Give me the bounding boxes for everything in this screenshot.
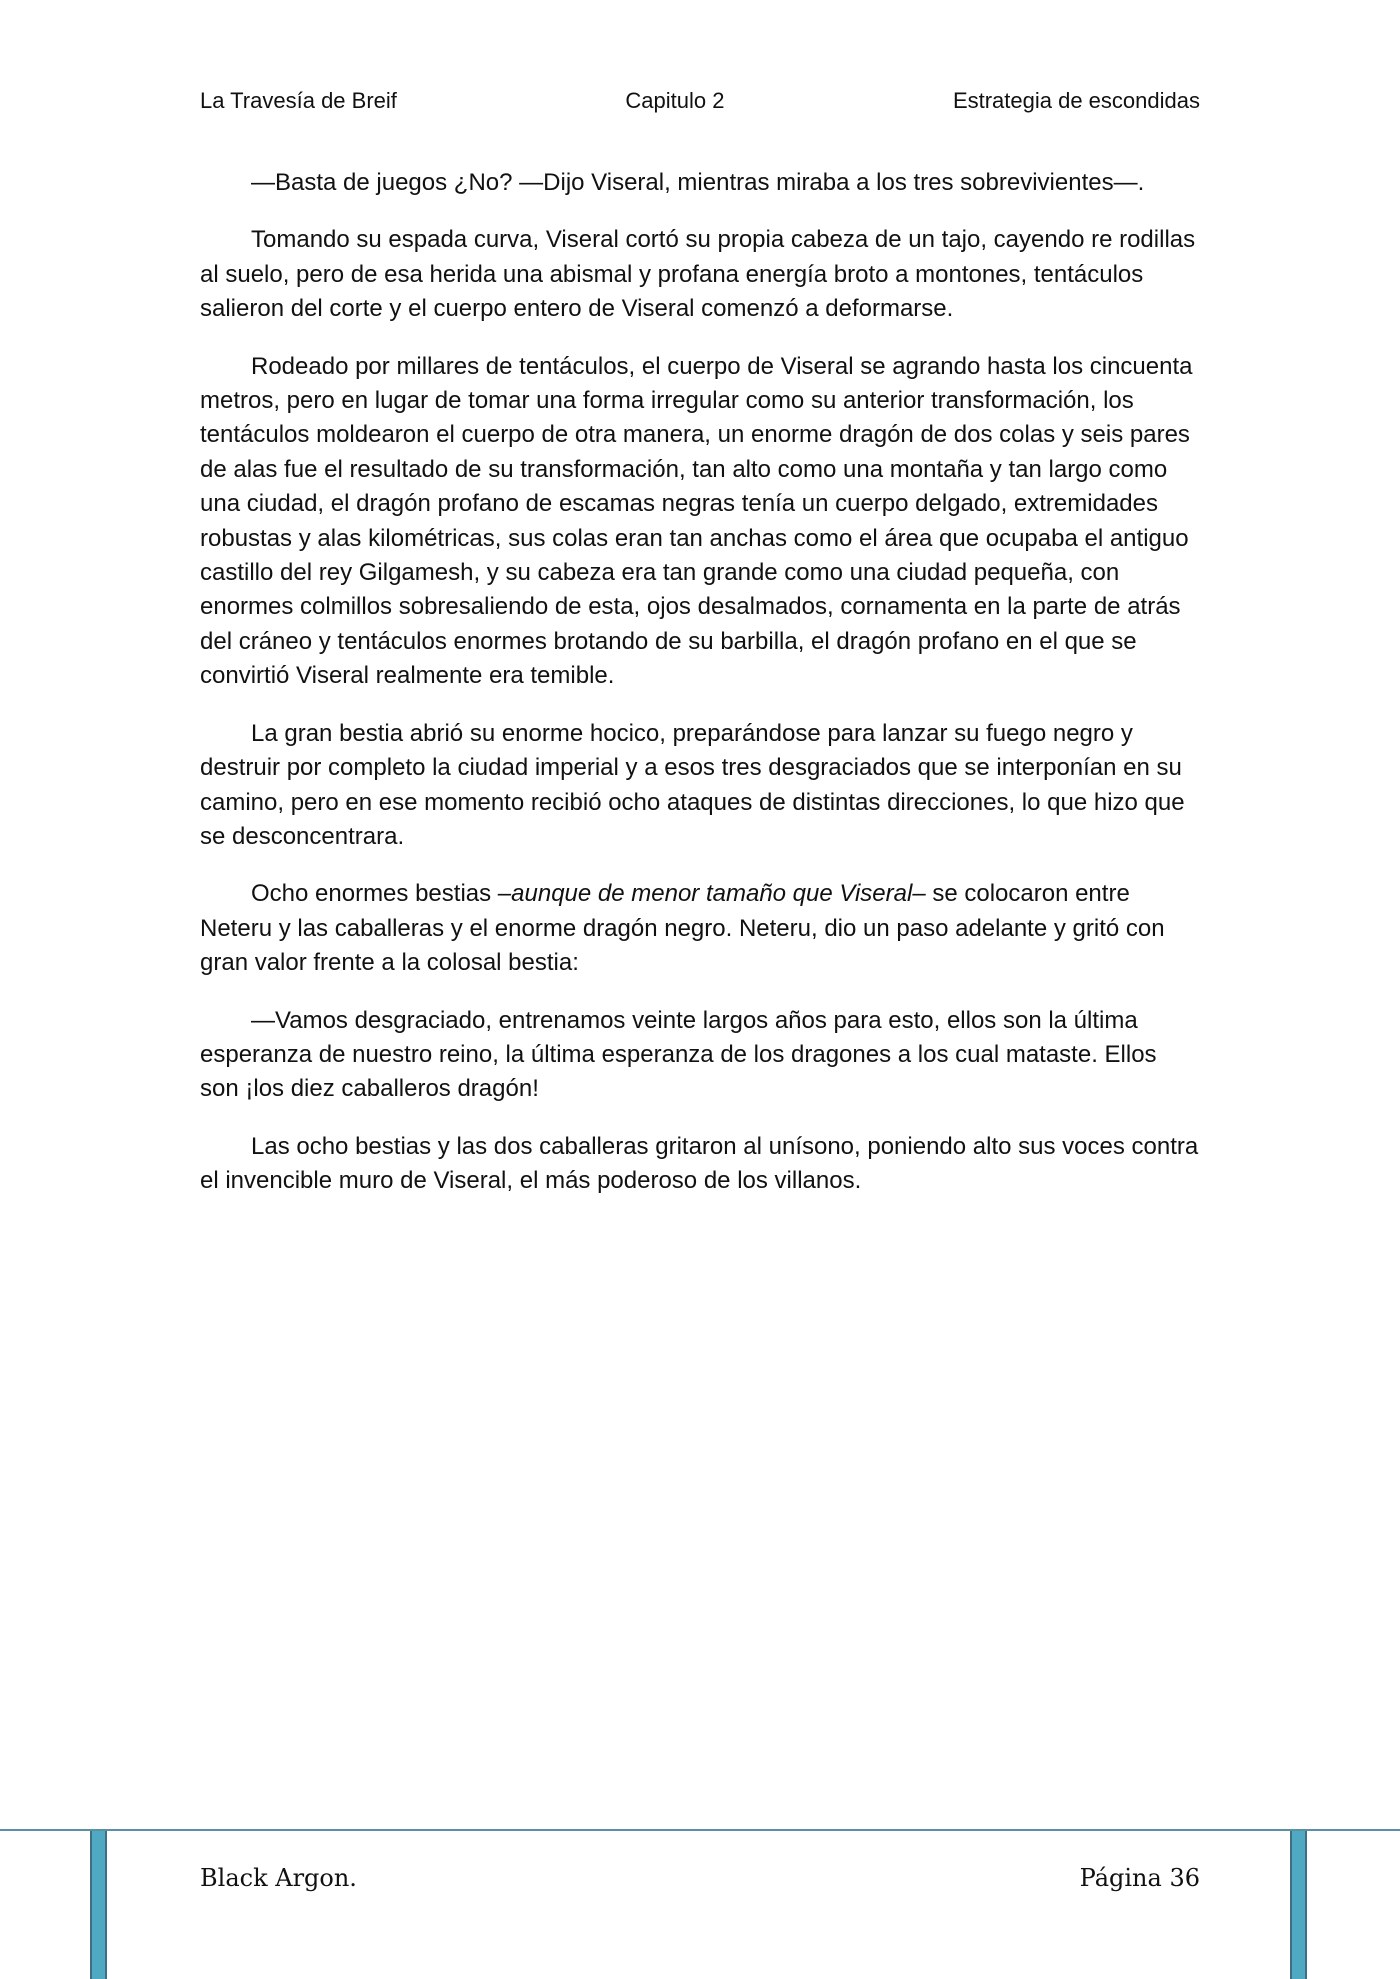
paragraph: —Vamos desgraciado, entrenamos veinte largos años para esto, ellos son la última esperanza de nuestro reino, la última esperanza de los dragones a los cual mataste. Ellos son ¡los diez caballeros dragón! bbox=[200, 1006, 1157, 1103]
paragraph: Tomando su espada curva, Viseral cortó su propia cabeza de un tajo, cayendo re rodillas al suelo, pero de esa herida una abismal y profana energía broto a montones, tentáculos salieron del corte y el cuerpo entero de Viseral comenzó a deformarse. bbox=[200, 226, 1196, 323]
header-chapter: Capitulo 2 bbox=[625, 88, 725, 113]
header-section: Estrategia de escondidas bbox=[952, 88, 1200, 113]
header-book-title: La Travesía de Breif bbox=[200, 88, 397, 113]
paragraph bbox=[200, 877, 1200, 980]
paragraph: Rodeado por millares de tentáculos, el cuerpo de Viseral se agrando hasta los cincuenta metros, pero en lugar de tomar una forma irregular como su anterior transformación, los tentáculos moldearon el cuerpo de otra manera, un enorme dragón de dos colas y seis pares de alas fue el resultado de su transformación, tan alto como una montaña y tan largo como una ciudad, el dragón profano de escamas negras tenía un cuerpo delgado, extremidades robustas y alas kilométricas, sus colas eran tan anchas como el área que ocupaba el antiguo castillo del rey Gilgamesh, y su cabeza era tan grande como una ciudad pequeña, con enormes colmillos sobresaliendo de esta, ojos desalmados, cornamenta en la parte de atrás del cráneo y tentáculos enormes brotando de su barbilla, el dragón profano en el que se convirtió Viseral realmente era temible. bbox=[200, 352, 1193, 690]
paragraph-text: se colocaron entre Neteru y las caballeras y el enorme dragón negro. Neteru, dio un paso adelante y gritó con gran valor frente a la colosal bestia: bbox=[200, 880, 1165, 977]
page-footer bbox=[200, 1864, 1200, 1892]
paragraph: Las ocho bestias y las dos caballeras gritaron al unísono, poniendo alto sus voces contra el invencible muro de Viseral, el más poderoso de los villanos. bbox=[200, 1132, 1199, 1195]
paragraph: —Basta de juegos ¿No? —Dijo Viseral, mientras miraba a los tres sobrevivientes—. bbox=[251, 169, 1145, 196]
footer-author: Black Argon. bbox=[200, 1864, 357, 1892]
footer-right-accent-bar bbox=[1290, 1831, 1307, 1979]
paragraph-text: Ocho enormes bestias bbox=[251, 880, 498, 908]
footer-page-number: Página 36 bbox=[1079, 1864, 1200, 1892]
footer-left-accent-bar bbox=[90, 1831, 107, 1979]
footer-divider bbox=[0, 1829, 1400, 1831]
page-header bbox=[200, 83, 1200, 119]
paragraph-italic-text: –aunque de menor tamaño que Viseral– bbox=[497, 880, 926, 908]
page-body bbox=[200, 166, 1200, 1222]
paragraph: La gran bestia abrió su enorme hocico, preparándose para lanzar su fuego negro y destruir por completo la ciudad imperial y a esos tres desgraciados que se interponían en su camino, pero en ese momento recibió ocho ataques de distintas direcciones, lo que hizo que se desconcentrara. bbox=[200, 719, 1185, 850]
